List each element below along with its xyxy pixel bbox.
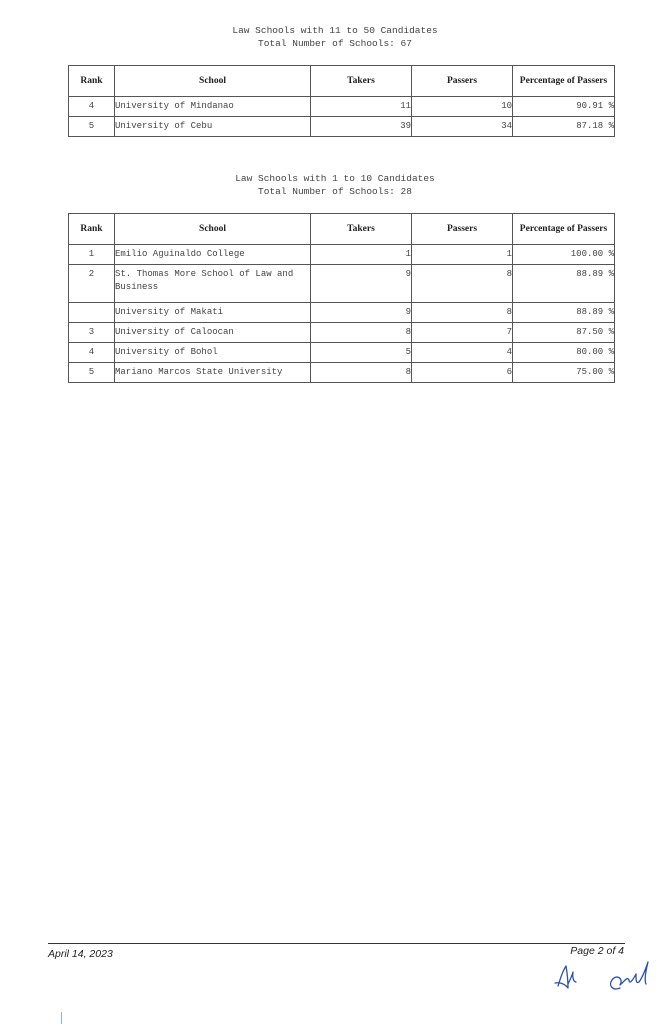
- signature-stroke-right: [611, 962, 648, 989]
- table-row: [69, 323, 615, 343]
- cell-takers: 9: [311, 265, 412, 303]
- table-row: [69, 265, 615, 303]
- section1-subtitle: Total Number of Schools: 67: [258, 38, 412, 49]
- footer-date: April 14, 2023: [48, 948, 113, 960]
- cell-takers: 8: [311, 323, 412, 343]
- cell-passers: 34: [412, 117, 513, 137]
- cell-rank: [69, 303, 115, 323]
- results-table-1-to-10: [68, 213, 615, 383]
- footer-page-number: Page 2 of 4: [570, 945, 624, 957]
- table-row: [69, 245, 615, 265]
- footer-divider: [48, 943, 625, 944]
- cell-passers: 4: [412, 343, 513, 363]
- signature-stroke-left: [555, 966, 576, 988]
- cell-rank: 4: [69, 343, 115, 363]
- cell-rank: 2: [69, 265, 115, 303]
- cell-takers: 39: [311, 117, 412, 137]
- cell-rank: 1: [69, 245, 115, 265]
- cell-percentage: 87.50 %: [513, 323, 615, 343]
- cell-passers: 10: [412, 97, 513, 117]
- table-row: [69, 363, 615, 383]
- cell-school: University of Makati: [115, 303, 311, 323]
- cell-percentage: 80.00 %: [513, 343, 615, 363]
- header-percentage: Percentage of Passers: [513, 214, 615, 245]
- cell-school: University of Mindanao: [115, 97, 311, 117]
- cell-percentage: 75.00 %: [513, 363, 615, 383]
- header-school: School: [115, 66, 311, 97]
- cell-school: Mariano Marcos State University: [115, 363, 311, 383]
- header-passers: Passers: [412, 214, 513, 245]
- section2-subtitle: Total Number of Schools: 28: [258, 186, 412, 197]
- table-row: [69, 303, 615, 323]
- cell-rank: 4: [69, 97, 115, 117]
- table-row: [69, 117, 615, 137]
- header-rank: Rank: [69, 214, 115, 245]
- cell-rank: 3: [69, 323, 115, 343]
- header-percentage: Percentage of Passers: [513, 66, 615, 97]
- header-takers: Takers: [311, 66, 412, 97]
- cell-passers: 7: [412, 323, 513, 343]
- table-row: [69, 97, 615, 117]
- header-passers: Passers: [412, 66, 513, 97]
- cell-percentage: 88.89 %: [513, 303, 615, 323]
- header-rank: Rank: [69, 66, 115, 97]
- cell-percentage: 87.18 %: [513, 117, 615, 137]
- cell-takers: 11: [311, 97, 412, 117]
- results-table-11-to-50: [68, 65, 615, 137]
- handwritten-initials-signature: [550, 958, 660, 1000]
- cell-rank: 5: [69, 363, 115, 383]
- cell-percentage: 90.91 %: [513, 97, 615, 117]
- cell-school: University of Caloocan: [115, 323, 311, 343]
- cell-passers: 8: [412, 303, 513, 323]
- cell-passers: 8: [412, 265, 513, 303]
- cell-takers: 5: [311, 343, 412, 363]
- table-header-row: [69, 214, 615, 245]
- section2-title: Law Schools with 1 to 10 Candidates: [235, 173, 435, 184]
- cell-passers: 1: [412, 245, 513, 265]
- cell-percentage: 100.00 %: [513, 245, 615, 265]
- cell-school: University of Cebu: [115, 117, 311, 137]
- scan-artifact-mark: [61, 1012, 62, 1024]
- cell-takers: 8: [311, 363, 412, 383]
- section1-title: Law Schools with 11 to 50 Candidates: [232, 25, 438, 36]
- table-row: [69, 343, 615, 363]
- cell-school: University of Bohol: [115, 343, 311, 363]
- table-header-row: [69, 66, 615, 97]
- signature-strokes: [555, 962, 648, 989]
- header-takers: Takers: [311, 214, 412, 245]
- cell-passers: 6: [412, 363, 513, 383]
- cell-percentage: 88.89 %: [513, 265, 615, 303]
- cell-school: Emilio Aguinaldo College: [115, 245, 311, 265]
- cell-rank: 5: [69, 117, 115, 137]
- cell-takers: 1: [311, 245, 412, 265]
- cell-takers: 9: [311, 303, 412, 323]
- cell-school: St. Thomas More School of Law and Business: [115, 265, 311, 303]
- header-school: School: [115, 214, 311, 245]
